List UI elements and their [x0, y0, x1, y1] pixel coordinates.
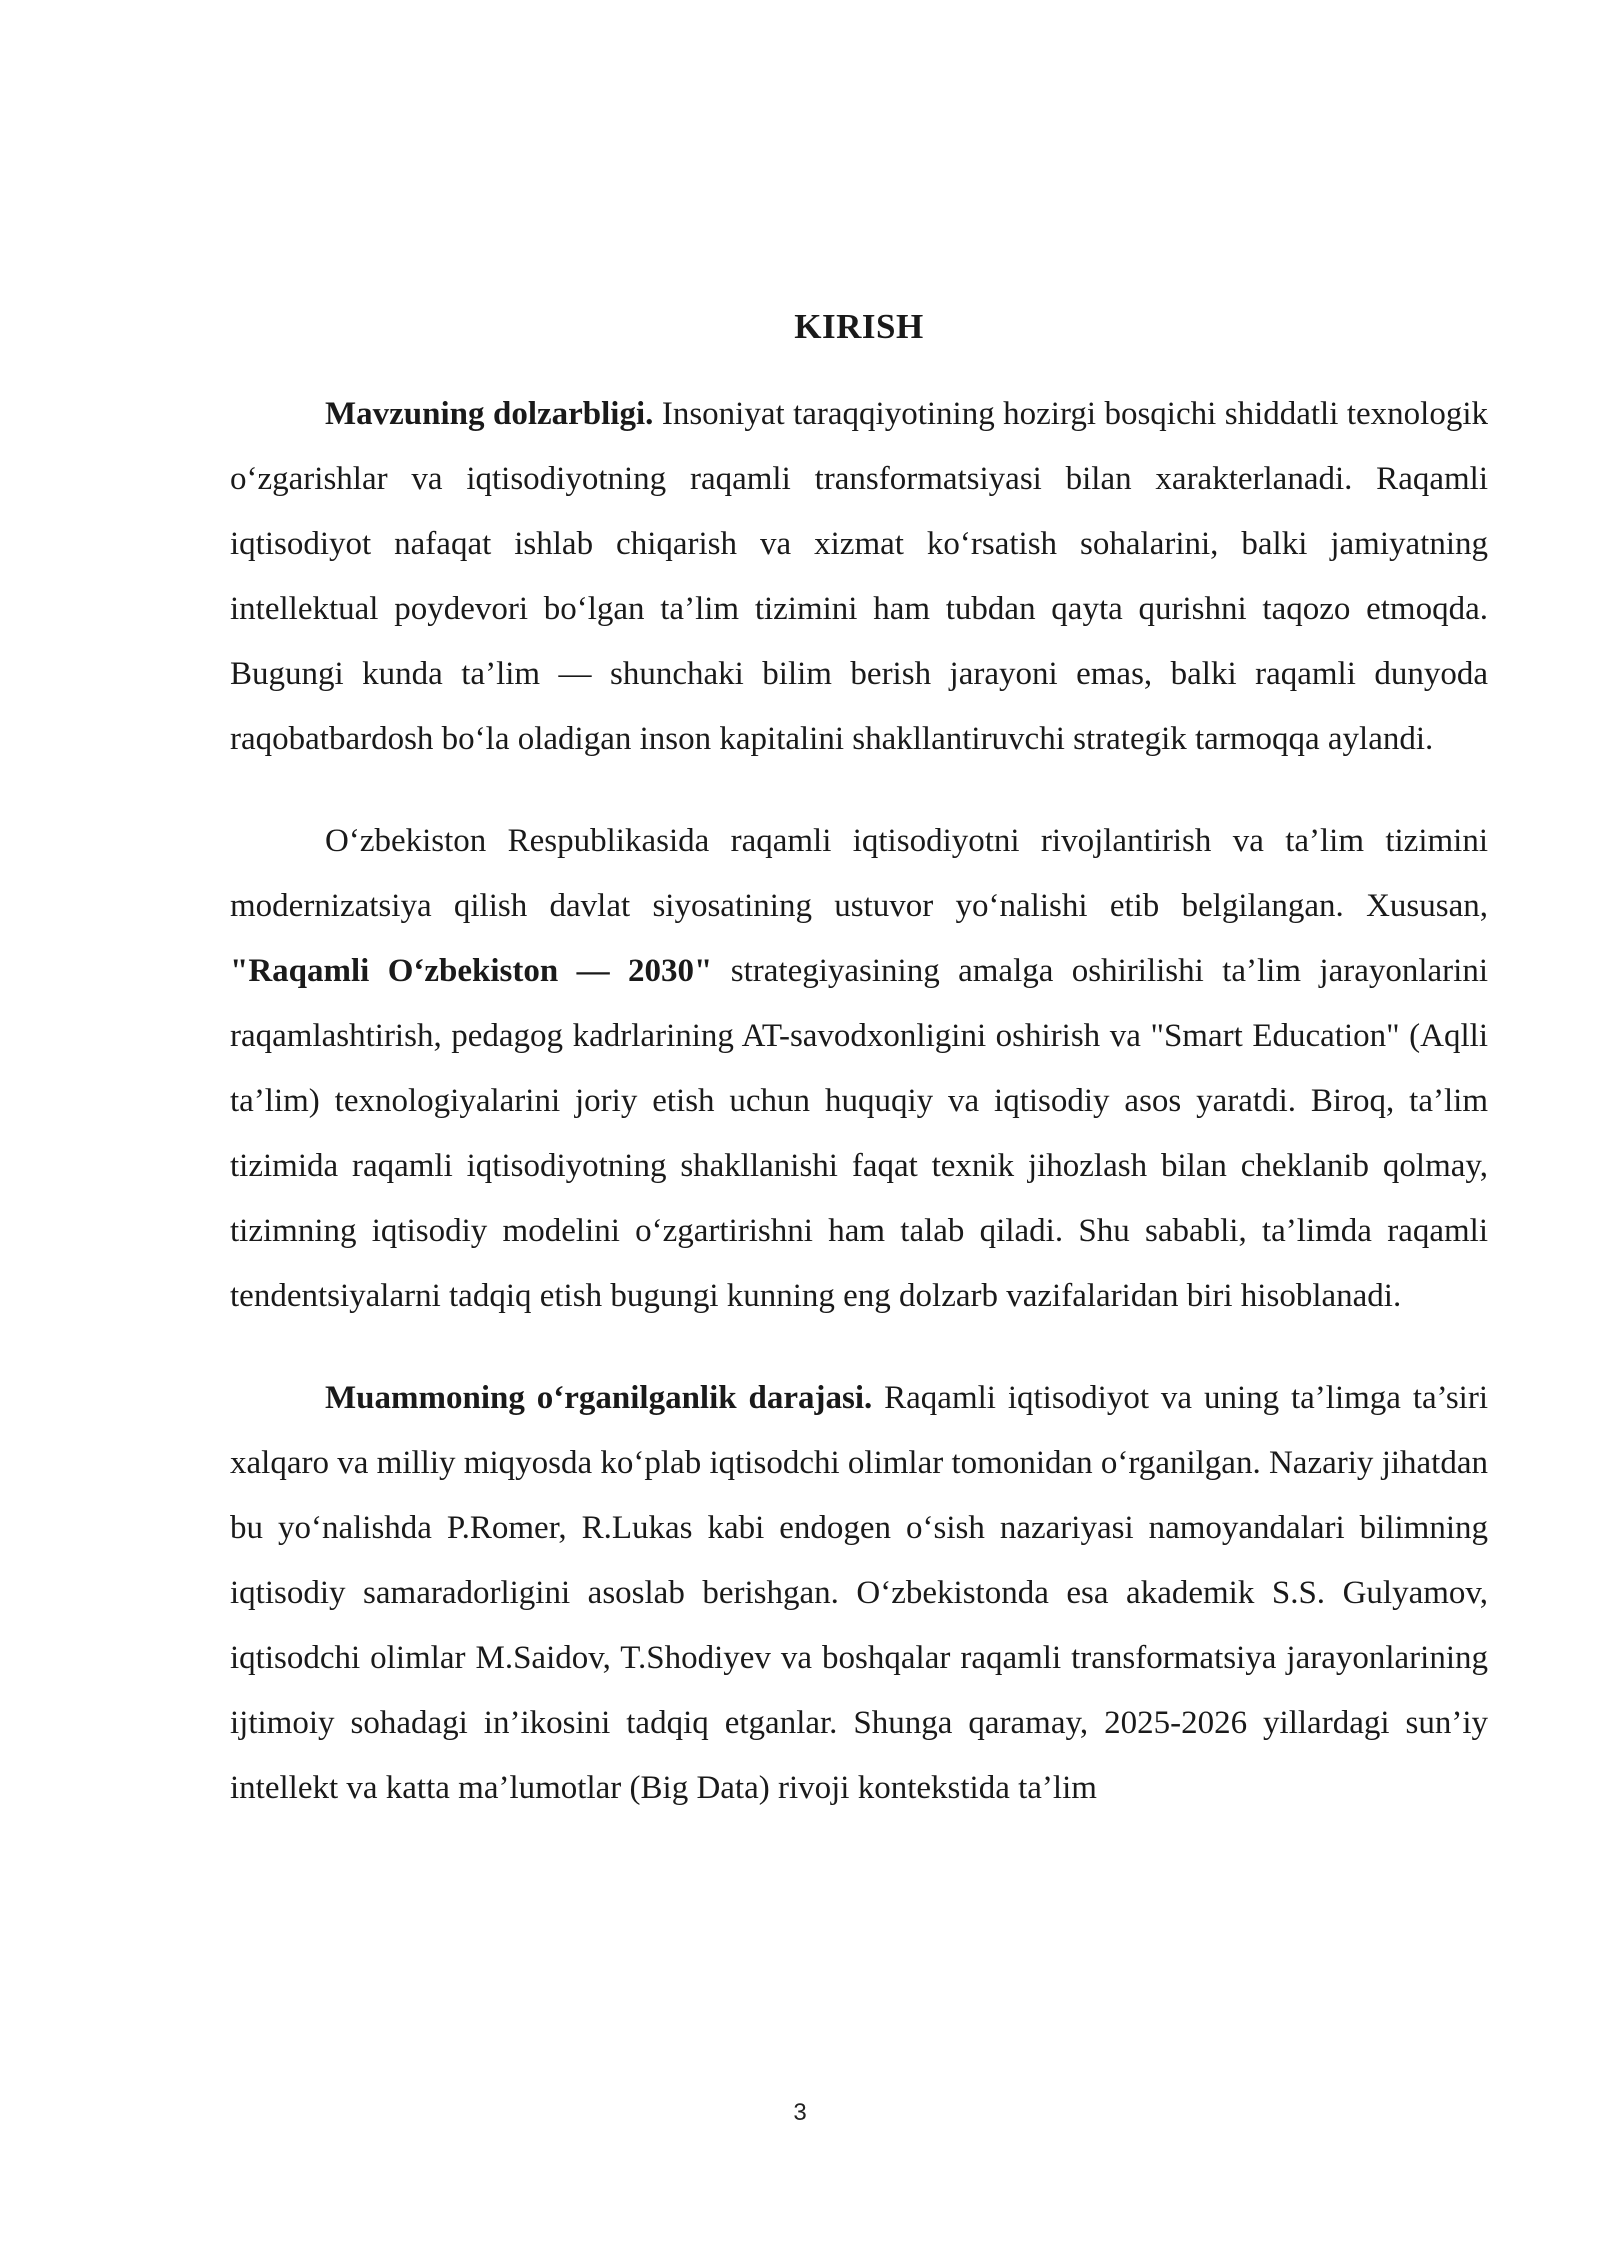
paragraph-strategy: [230, 809, 1488, 1329]
page-number: 3: [793, 2099, 807, 2126]
paragraph-research-degree: [230, 1366, 1488, 1821]
relevance-text: Insoniyat taraqqiyotining hozirgi bosqichi shiddatli texnologik o‘zgarishlar va iqtisodiyotning raqamli transformatsiyasi bilan xarakterlanadi. Raqamli iqtisodiyot nafaqat ishlab chiqarish va xizmat ko‘rsatish sohalarini, balki jamiyatning intellektual poydevori bo‘lgan ta’lim tizimini ham tubdan qayta qurishni taqozo etmoqda. Bugungi kunda ta’lim — shunchaki bilim berish jarayoni emas, balki raqamli dunyoda raqobatbardosh bo‘la oladigan inson kapitalini shakllantiruvchi strategik tarmoqqa aylandi.: [230, 396, 1488, 757]
strategy-text-end: strategiyasining amalga oshirilishi ta’lim jarayonlarini raqamlashtirish, pedagog kadrlarining AT-savodxonligini oshirish va "Smart Education" (Aqlli ta’lim) texnologiyalarini joriy etish uchun huquqiy va iqtisodiy asos yaratdi. Biroq, ta’lim tizimida raqamli iqtisodiyotning shakllanishi faqat texnik jihozlash bilan cheklanib qolmay, tizimning iqtisodiy modelini o‘zgartirishni ham talab qiladi. Shu sababli, ta’limda raqamli tendentsiyalarni tadqiq etish bugungi kunning eng dolzarb vazifalaridan biri hisoblanadi.: [230, 953, 1488, 1314]
strategy-text-start: O‘zbekiston Respublikasida raqamli iqtisodiyotni rivojlantirish va ta’lim tizimini modernizatsiya qilish davlat siyosatining ustuvor yo‘nalishi etib belgilangan. Xususan,: [230, 823, 1488, 924]
paragraph-relevance: [230, 382, 1488, 772]
research-degree-text: Raqamli iqtisodiyot va uning ta’limga ta’siri xalqaro va milliy miqyosda ko‘plab iqtisodchi olimlar tomonidan o‘rganilgan. Nazariy jihatdan bu yo‘nalishda P.Romer, R.Lukas kabi endogen o‘sish nazariyasi namoyandalari bilimning iqtisodiy samaradorligini asoslab berishgan. O‘zbekistonda esa akademik S.S. Gulyamov, iqtisodchi olimlar M.Saidov, T.Shodiyev va boshqalar raqamli transformatsiya jarayonlarining ijtimoiy sohadagi in’ikosini tadqiq etganlar. Shunga qaramay, 2025-2026 yillardagi sun’iy intellekt va katta ma’lumotlar (Big Data) rivoji kontekstida ta’lim: [230, 1380, 1488, 1806]
section-title: KIRISH: [794, 307, 924, 346]
strategy-name: "Raqamli O‘zbekiston — 2030": [230, 953, 713, 989]
document-page: [230, 302, 1488, 1821]
research-degree-heading: Muammoning o‘rganilganlik darajasi.: [325, 1380, 873, 1416]
relevance-heading: Mavzuning dolzarbligi.: [325, 396, 654, 432]
